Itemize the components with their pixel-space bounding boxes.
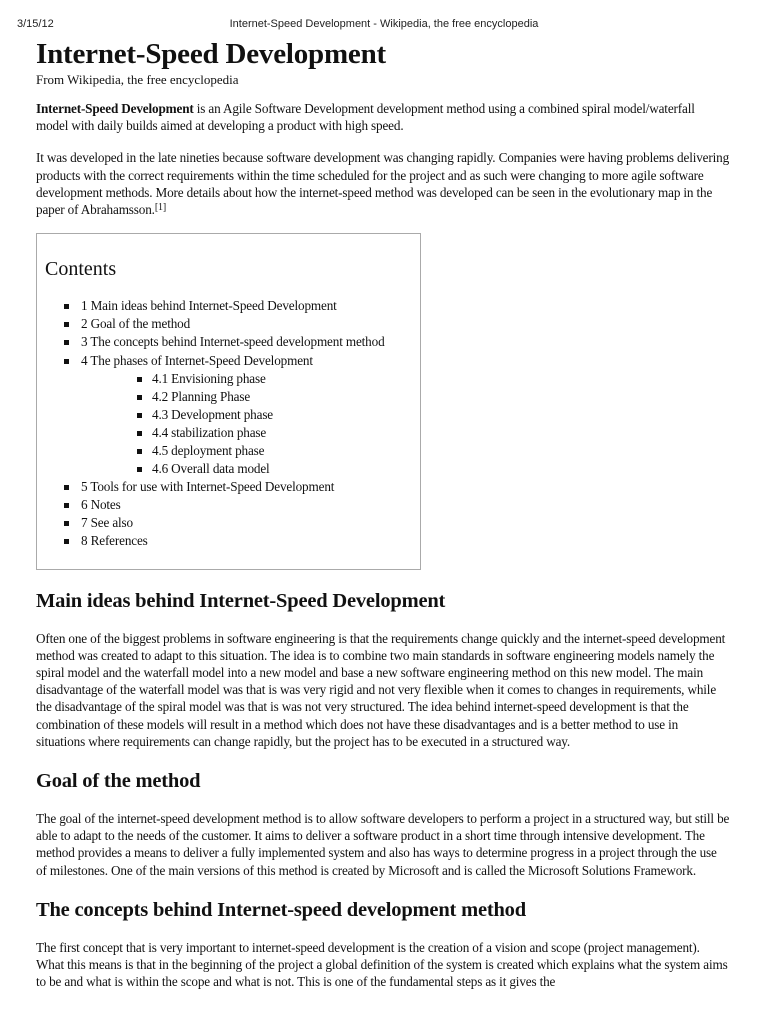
intro-paragraph-2-text: It was developed in the late nineties because software development was changing rapidly. Companies were having problems delivering products with the correct requirements within the time scheduled for the project and as such were changing to more agile software development methods. More details about how the internet-speed method was developed can be seen in the evolutionary map in the paper of Abrahamsson. <box>36 150 730 218</box>
toc-link-1[interactable]: 1 Main ideas behind Internet-Speed Development <box>81 298 337 314</box>
intro-paragraph-1 <box>36 100 730 134</box>
toc-link-4-4[interactable]: 4.4 stabilization phase <box>152 424 267 440</box>
toc-link-2[interactable]: 2 Goal of the method <box>81 316 191 332</box>
toc-item-8 <box>45 532 420 550</box>
print-page-title: Internet-Speed Development - Wikipedia, the free encyclopedia <box>229 18 539 30</box>
toc-heading: Contents <box>45 258 117 281</box>
toc-item-7 <box>45 514 420 532</box>
toc-link-4-3[interactable]: 4.3 Development phase <box>152 406 273 422</box>
toc-item-1 <box>45 297 420 315</box>
page-title: Internet-Speed Development <box>36 38 386 70</box>
section-heading-goal: Goal of the method <box>36 769 201 792</box>
toc-item-4-6 <box>81 460 420 478</box>
toc-link-5[interactable]: 5 Tools for use with Internet-Speed Development <box>81 479 335 495</box>
section-body-main-ideas: Often one of the biggest problems in software engineering is that the requirements change quickly and the internet-speed development method was created to adapt to this situation. The idea is to combine two main standards in software engineering models namely the spiral model and the waterfall model into a new model and base a new software engineering method on this new model. The main disadvantage of the waterfall model was that is was very rigid and not very flexible when it comes to changes in requirements, while the disadvantage of the spiral model was that is was not very structured. The idea behind internet-speed development is that the combination of these models will result in a method which does not have these disadvantages and is a better method to use in situations where requirements can change rapidly, but the project has to be executed in a structured way. <box>36 630 726 749</box>
toc-item-3 <box>45 333 420 351</box>
reference-1-link[interactable]: [1] <box>154 202 167 214</box>
toc-item-2 <box>45 315 420 333</box>
section-heading-main-ideas: Main ideas behind Internet-Speed Development <box>36 589 446 612</box>
print-date: 3/15/12 <box>17 18 54 30</box>
reference-1-sup <box>155 202 166 213</box>
toc-link-6[interactable]: 6 Notes <box>81 497 121 513</box>
section-heading-concepts: The concepts behind Internet-speed development method <box>36 898 526 921</box>
toc-link-7[interactable]: 7 See also <box>81 515 133 531</box>
section-body-goal: The goal of the internet-speed development method is to allow software developers to perform a project in a structured way, but still be able to adapt to the needs of the customer. It aims to deliver a software product in a short time through intensive development. The method provides a means to deliver a fully implemented system and also has ways to determine progress in a project through the use of milestones. One of the main versions of this method is created by Microsoft and is called the Microsoft Solutions Framework. <box>36 810 730 878</box>
article <box>36 38 730 990</box>
section-body-concepts: The first concept that is very important to internet-speed development is the creation of a vision and scope (project management). What this means is that in the beginning of the project a global definition of the system is created which explains what the system aims to be and what is within the scope and what is not. This is one of the fundamental steps as it gives the <box>36 939 728 990</box>
toc-item-4-1 <box>81 370 420 388</box>
toc-item-4-3 <box>81 406 420 424</box>
site-subtitle: From Wikipedia, the free encyclopedia <box>36 72 239 87</box>
toc-link-3[interactable]: 3 The concepts behind Internet-speed development method <box>81 334 385 350</box>
toc-link-4-5[interactable]: 4.5 deployment phase <box>152 442 265 458</box>
toc-link-4[interactable]: 4 The phases of Internet-Speed Development <box>81 352 313 368</box>
toc-item-4 <box>45 352 420 479</box>
toc-list <box>45 297 420 550</box>
intro-paragraph-2 <box>36 149 730 218</box>
toc-link-4-2[interactable]: 4.2 Planning Phase <box>152 388 251 404</box>
toc-link-4-6[interactable]: 4.6 Overall data model <box>152 461 270 477</box>
toc-link-8[interactable]: 8 References <box>81 533 148 549</box>
toc-link-4-1[interactable]: 4.1 Envisioning phase <box>152 370 266 386</box>
intro-bold-term: Internet-Speed Development <box>36 101 194 116</box>
table-of-contents <box>36 233 421 569</box>
toc-item-6 <box>45 496 420 514</box>
toc-item-4-4 <box>81 424 420 442</box>
intro-paragraph-1-text: is an Agile Software Development development method using a combined spiral model/waterfall model with daily builds aimed at developing a product with high speed. <box>36 101 695 134</box>
toc-item-5 <box>45 478 420 496</box>
print-header <box>17 18 751 34</box>
toc-item-4-2 <box>81 388 420 406</box>
toc-sublist <box>81 370 420 479</box>
toc-item-4-5 <box>81 442 420 460</box>
